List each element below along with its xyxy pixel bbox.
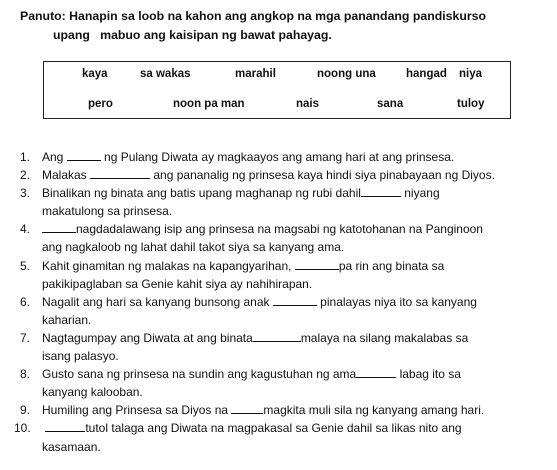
list-item — [14, 419, 554, 455]
item-text: Malakas ang pananalig ng prinsesa kaya hindi siya pinabayaan ng Diyos. — [42, 168, 495, 183]
word-choice: marahil — [235, 68, 276, 80]
item-number: 3. — [20, 186, 31, 201]
item-text: Binalikan ng binata ang batis upang maghanap ng rubi dahil niyang makatulong sa prinsesa. — [42, 186, 440, 219]
list-item — [14, 184, 554, 220]
item-text: Nagalit ang hari sa kanyang bunsong anak pinalayas niya ito sa kanyang kaharian. — [42, 294, 477, 327]
list-item — [14, 148, 554, 166]
item-number: 5. — [20, 258, 31, 273]
list-item — [14, 220, 554, 256]
answer-blank[interactable] — [231, 403, 263, 414]
list-item — [14, 329, 554, 365]
item-text: nagdadalawang isip ang prinsesa na magsabi ng katotohanan na Panginoon ang nagkaloob ng lahat dahil takot siya sa kanyang ama. — [42, 222, 483, 255]
instructions — [20, 7, 550, 45]
item-number: 6. — [20, 294, 31, 309]
answer-blank[interactable] — [67, 150, 101, 161]
word-box — [43, 61, 511, 119]
list-item — [14, 401, 554, 419]
item-text: Humiling ang Prinsesa sa Diyos na magkita muli sila ng kanyang amang hari. — [42, 403, 485, 418]
word-choice: noon pa man — [173, 98, 245, 110]
word-choice: hangad — [406, 68, 447, 80]
instructions-line-2: upang mabuo ang kaisipan ng bawat pahayag. — [53, 28, 332, 42]
word-choice: kaya — [82, 68, 108, 80]
item-text: Gusto sana ng prinsesa na sundin ang kagustuhan ng ama labag ito sa kanyang kalooban. — [42, 367, 461, 400]
word-choice: pero — [88, 98, 113, 110]
answer-blank[interactable] — [42, 222, 76, 233]
word-choice: sana — [377, 98, 404, 110]
word-choice: tuloy — [457, 98, 485, 110]
item-text: tutol talaga ang Diwata na magpakasal sa Genie dahil sa likas nito ang kasamaan. — [42, 421, 462, 454]
item-text: Nagtagumpay ang Diwata at ang binata malaya na silang makalabas sa isang palasyo. — [42, 330, 469, 364]
list-item — [14, 293, 554, 329]
answer-blank[interactable] — [295, 259, 339, 270]
answer-blank[interactable] — [253, 331, 301, 342]
item-number: 9. — [20, 403, 31, 418]
list-item — [14, 166, 554, 184]
word-choice: sa wakas — [140, 68, 191, 80]
answer-blank[interactable] — [356, 367, 396, 378]
item-number: 2. — [20, 168, 31, 183]
answer-blank[interactable] — [273, 295, 317, 306]
answer-blank[interactable] — [45, 421, 85, 432]
list-item — [14, 257, 554, 293]
list-item — [14, 365, 554, 401]
exercise-list — [14, 148, 554, 456]
answer-blank[interactable] — [90, 168, 150, 179]
item-number: 10. — [14, 421, 31, 436]
item-number: 1. — [20, 150, 31, 164]
word-choice: niya — [459, 68, 483, 80]
word-choice: noong una — [317, 68, 376, 80]
word-choice: nais — [296, 98, 320, 110]
instructions-line-1: Panuto: Hanapin sa loob na kahon ang angkop na mga panandang pandiskurso — [20, 9, 486, 23]
answer-blank[interactable] — [361, 186, 401, 197]
item-number: 4. — [20, 222, 31, 237]
item-number: 8. — [20, 367, 31, 382]
item-text: Ang ng Pulang Diwata ay magkaayos ang amang hari at ang prinsesa. — [42, 150, 455, 164]
item-text: Kahit ginamitan ng malakas na kapangyarihan, pa rin ang binata sa pakikipaglaban sa Genie kahit siya ay nahihirapan. — [42, 258, 445, 291]
item-number: 7. — [20, 330, 31, 345]
